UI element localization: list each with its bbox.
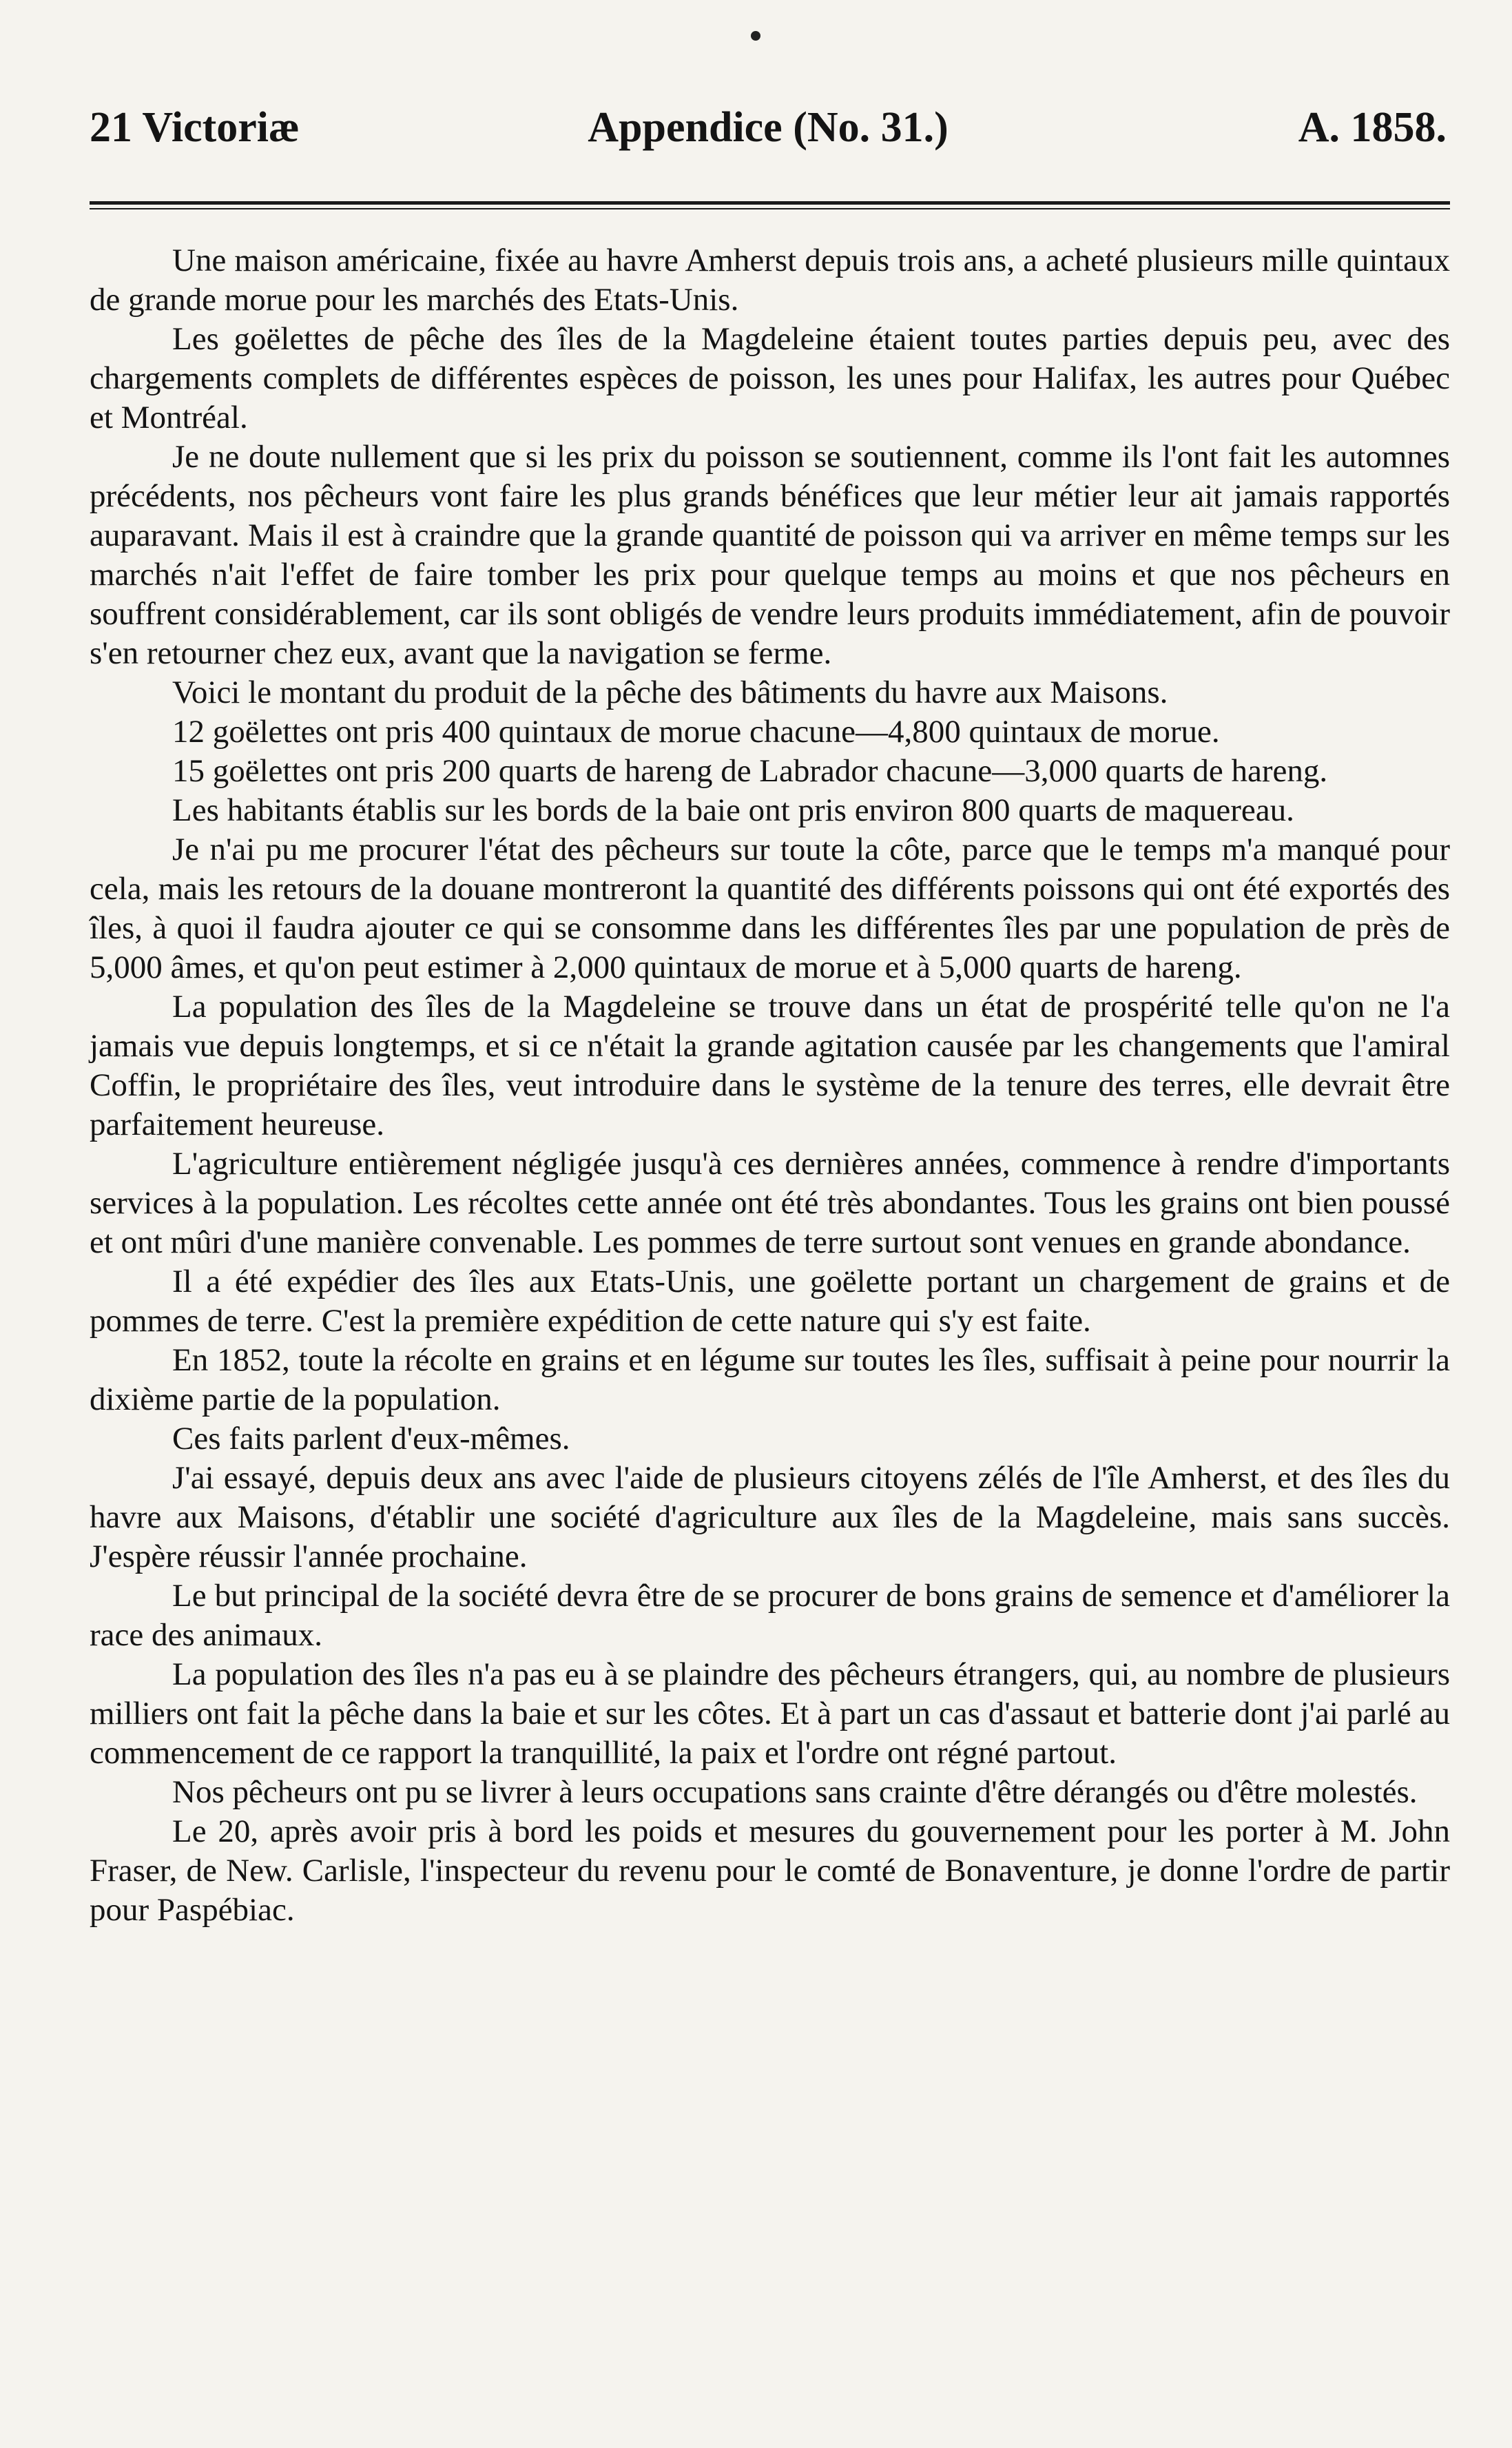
paragraph: Les habitants établis sur les bords de la baie ont pris environ 800 quarts de maquereau. <box>172 792 1294 828</box>
paragraph: Une maison américaine, fixée au havre Amherst depuis trois ans, a acheté plusieurs mille quintaux de grande morue pour les marchés des Etats-Unis. <box>90 243 1450 318</box>
page-header <box>90 103 1447 165</box>
paragraph: La population des îles n'a pas eu à se plaindre des pêcheurs étrangers, qui, au nombre de plusieurs milliers ont fait la pêche dans la baie et sur les côtes. Et à part un cas d'assaut et batterie dont j'ai parlé au commencement de ce rapport la tranquillité, la paix et l'ordre ont régné partout. <box>90 1656 1450 1771</box>
header-rule-thin <box>90 208 1450 209</box>
paragraph: Le but principal de la société devra être de se procurer de bons grains de semence et d'améliorer la race des animaux. <box>90 1578 1450 1653</box>
header-rule-thick <box>90 201 1450 205</box>
paragraph: La population des îles de la Magdeleine se trouve dans un état de prospérité telle qu'on ne l'a jamais vue depuis longtemps, et si ce n'était la grande agitation causée par les changements que l'amiral Coffin, le propriétaire des îles, veut introduire dans le système de la tenure des terres, elle devrait être parfaitement heureuse. <box>90 989 1450 1142</box>
paragraph: J'ai essayé, depuis deux ans avec l'aide de plusieurs citoyens zélés de l'île Amherst, et des îles du havre aux Maisons, d'établir une société d'agriculture aux îles de la Magdeleine, mais sans succès. J'espère réussir l'année prochaine. <box>90 1460 1450 1574</box>
paragraph: Je ne doute nullement que si les prix du poisson se soutiennent, comme ils l'ont fait les automnes précédents, nos pêcheurs vont faire les plus grands bénéfices que leur métier leur ait jamais rapportés auparavant. Mais il est à craindre que la grande quantité de poisson qui va arriver en même temps sur les marchés n'ait l'effet de faire tomber les prix pour quelque temps au moins et que nos pêcheurs en souffrent considérablement, car ils sont obligés de vendre leurs produits immédiatement, afin de pouvoir s'en retourner chez eux, avant que la navigation se ferme. <box>90 439 1450 671</box>
paragraph: Je n'ai pu me procurer l'état des pêcheurs sur toute la côte, parce que le temps m'a manqué pour cela, mais les retours de la douane montreront la quantité des différents poissons qui ont été exportés des îles, à quoi il faudra ajouter ce qui se consomme dans les différentes îles par une population de près de 5,000 âmes, et qu'on peut estimer à 2,000 quintaux de morue et à 5,000 quarts de hareng. <box>90 832 1450 985</box>
header-year: A. 1858. <box>1298 104 1447 151</box>
paragraph: Ces faits parlent d'eux-mêmes. <box>172 1421 570 1457</box>
paragraph: En 1852, toute la récolte en grains et en légume sur toutes les îles, suffisait à peine pour nourrir la dixième partie de la population. <box>90 1342 1450 1417</box>
paragraph: L'agriculture entièrement négligée jusqu'à ces dernières années, commence à rendre d'importants services à la population. Les récoltes cette année ont été très abondantes. Tous les grains ont bien poussé et ont mûri d'une manière convenable. Les pommes de terre surtout sont venues en grande abondance. <box>90 1146 1450 1260</box>
paragraph: Il a été expédier des îles aux Etats-Unis, une goëlette portant un chargement de grains et de pommes de terre. C'est la première expédition de cette nature qui s'y est faite. <box>90 1264 1450 1339</box>
header-session: 21 Victoriæ <box>90 104 300 151</box>
paragraph: Les goëlettes de pêche des îles de la Magdeleine étaient toutes parties depuis peu, avec des chargements complets de différentes espèces de poisson, les unes pour Halifax, les autres pour Québec et Montréal. <box>90 321 1450 435</box>
print-mark <box>751 31 760 41</box>
body-text <box>90 241 1450 1930</box>
header-appendix: Appendice (No. 31.) <box>588 104 949 151</box>
paragraph: Voici le montant du produit de la pêche des bâtiments du havre aux Maisons. <box>172 675 1168 710</box>
paragraph: Nos pêcheurs ont pu se livrer à leurs occupations sans crainte d'être dérangés ou d'être molestés. <box>172 1774 1418 1810</box>
paragraph: Le 20, après avoir pris à bord les poids et mesures du gouvernement pour les porter à M. John Fraser, de New. Carlisle, l'inspecteur du revenu pour le comté de Bonaventure, je donne l'ordre de partir pour Paspébiac. <box>90 1813 1450 1928</box>
paragraph: 12 goëlettes ont pris 400 quintaux de morue chacune—4,800 quintaux de morue. <box>172 714 1220 750</box>
paragraph: 15 goëlettes ont pris 200 quarts de hareng de Labrador chacune—3,000 quarts de hareng. <box>172 753 1328 789</box>
